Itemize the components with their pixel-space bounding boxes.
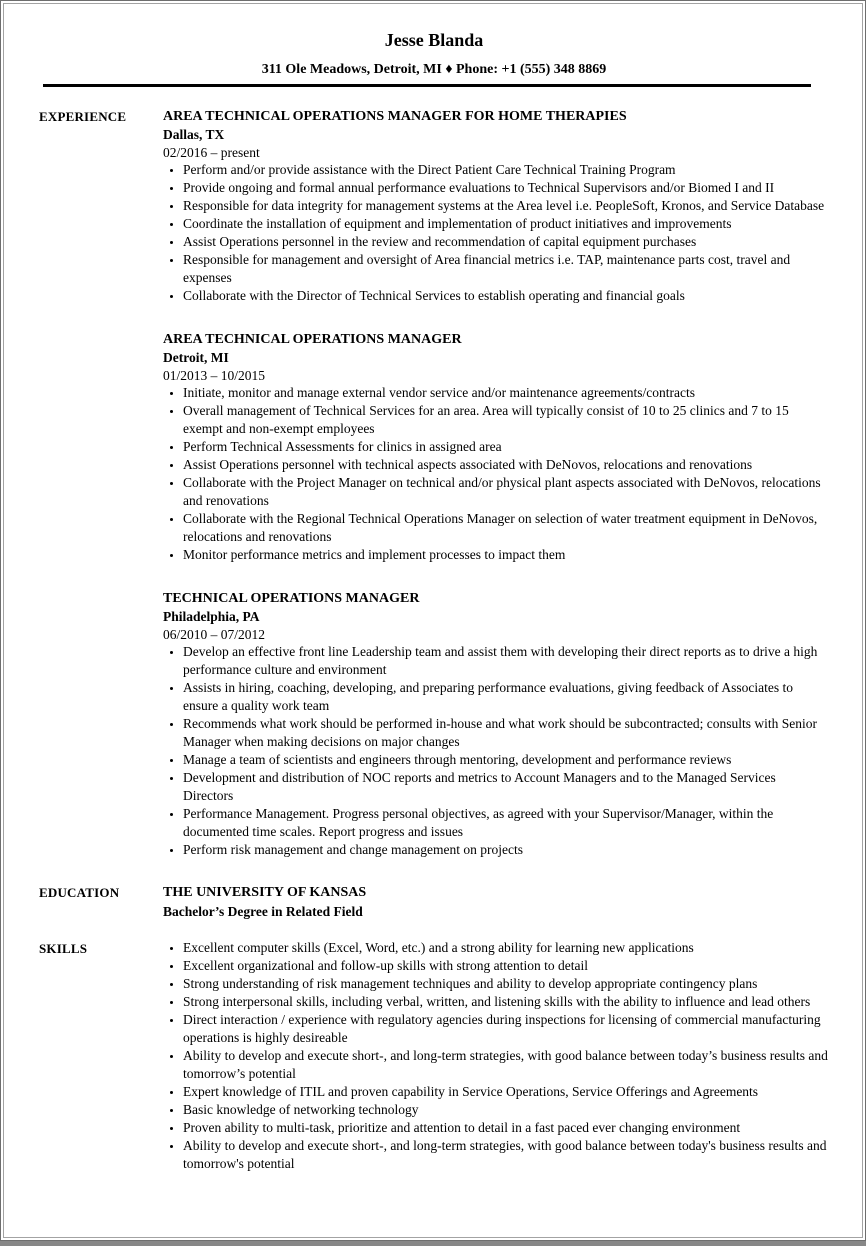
page-bottom-edge	[0, 1241, 866, 1246]
job-bullet: • Responsible for data integrity for management systems at the Area level i.e. PeopleSoft, Kronos, and Service Database	[183, 197, 829, 215]
job-bullet: • Development and distribution of NOC reports and metrics to Account Managers and to the Managed Services Directors	[183, 769, 829, 805]
job-bullet: • Collaborate with the Regional Technical Operations Manager on selection of water treatment equipment in DeNovos, relocations and renovations	[183, 510, 829, 546]
job-bullet: • Collaborate with the Project Manager on technical and/or physical plant aspects associated with DeNovos, relocations and renovations	[183, 474, 829, 510]
job-entry-1	[163, 107, 829, 305]
job-bullet-list	[163, 384, 829, 564]
job-bullet: • Perform Technical Assessments for clinics in assigned area	[183, 438, 829, 456]
job-bullet: • Performance Management. Progress personal objectives, as agreed with your Supervisor/Manager, within the documented time scales. Report progress and issues	[183, 805, 829, 841]
experience-main	[163, 107, 829, 859]
job-bullet: • Perform and/or provide assistance with the Direct Patient Care Technical Training Program	[183, 161, 829, 179]
job-location: Dallas, TX	[163, 127, 225, 142]
skill-bullet: • Excellent computer skills (Excel, Word, etc.) and a strong ability for learning new applications	[183, 939, 829, 957]
job-dates: 01/2013 – 10/2015	[163, 368, 266, 383]
education-main	[163, 883, 829, 921]
skill-bullet: • Basic knowledge of networking technology	[183, 1101, 829, 1119]
job-dates: 06/2010 – 07/2012	[163, 627, 266, 642]
skill-bullet: • Expert knowledge of ITIL and proven capability in Service Operations, Service Offerings and Agreements	[183, 1083, 829, 1101]
job-bullet: • Assist Operations personnel with technical aspects associated with DeNovos, relocations and renovations	[183, 456, 829, 474]
job-entry-3	[163, 589, 829, 859]
section-experience	[39, 107, 829, 859]
job-bullet: • Collaborate with the Director of Technical Services to establish operating and financial goals	[183, 287, 829, 305]
job-bullet: • Monitor performance metrics and implement processes to impact them	[183, 546, 829, 564]
section-label-experience: EXPERIENCE	[39, 109, 127, 124]
job-bullet: • Overall management of Technical Services for an area. Area will typically consist of 10 to 25 clinics and 7 to 15 exempt and non-exempt employees	[183, 402, 829, 438]
job-title: AREA TECHNICAL OPERATIONS MANAGER FOR HOME THERAPIES	[163, 109, 627, 124]
job-bullet: • Coordinate the installation of equipment and implementation of product initiatives and improvements	[183, 215, 829, 233]
sections-wrapper	[39, 107, 829, 1173]
job-bullet: • Assist Operations personnel in the review and recommendation of capital equipment purchases	[183, 233, 829, 251]
job-title: TECHNICAL OPERATIONS MANAGER	[163, 591, 420, 606]
job-location: Detroit, MI	[163, 350, 229, 365]
job-bullet-list	[163, 643, 829, 859]
section-label-skills: SKILLS	[39, 941, 88, 956]
section-education	[39, 883, 829, 921]
resume-content	[1, 1, 865, 1173]
job-bullet: • Provide ongoing and formal annual performance evaluations to Technical Supervisors and/or Biomed I and II	[183, 179, 829, 197]
person-name: Jesse Blanda	[384, 30, 484, 50]
section-skills	[39, 939, 829, 1173]
skill-bullet: • Strong understanding of risk management techniques and ability to develop appropriate contingency plans	[183, 975, 829, 993]
skills-main	[163, 939, 829, 1173]
section-label-education: EDUCATION	[39, 885, 120, 900]
skills-bullet-list	[163, 939, 829, 1173]
job-bullet: • Perform risk management and change management on projects	[183, 841, 829, 859]
job-bullet: • Assists in hiring, coaching, developing, and preparing performance evaluations, giving feedback of Associates to ensure a quality work team	[183, 679, 829, 715]
skill-bullet: • Ability to develop and execute short-, and long-term strategies, with good balance between today's business results and tomorrow's potential	[183, 1137, 829, 1173]
skill-bullet: • Excellent organizational and follow-up skills with strong attention to detail	[183, 957, 829, 975]
job-location: Philadelphia, PA	[163, 609, 260, 624]
job-bullet: • Develop an effective front line Leadership team and assist them with developing their direct reports as to drive a high performance culture and environment	[183, 643, 829, 679]
job-bullet: • Responsible for management and oversight of Area financial metrics i.e. TAP, maintenance parts cost, travel and expenses	[183, 251, 829, 287]
job-bullet: • Recommends what work should be performed in-house and what work should be subcontracted; consults with Senior Manager when making decisions on major changes	[183, 715, 829, 751]
job-bullet-list	[163, 161, 829, 305]
skill-bullet: • Direct interaction / experience with regulatory agencies during inspections for licensing of commercial manufacturing operations is highly desireable	[183, 1011, 829, 1047]
header-divider	[43, 84, 811, 87]
school-name: THE UNIVERSITY OF KANSAS	[163, 885, 367, 900]
job-dates: 02/2016 – present	[163, 145, 260, 160]
job-entry-2	[163, 330, 829, 564]
contact-line: 311 Ole Meadows, Detroit, MI ♦ Phone: +1 (555) 348 8869	[261, 62, 607, 77]
job-title: AREA TECHNICAL OPERATIONS MANAGER	[163, 332, 462, 347]
skill-bullet: • Proven ability to multi-task, prioritize and attention to detail in a fast paced ever changing environment	[183, 1119, 829, 1137]
degree: Bachelor’s Degree in Related Field	[163, 904, 363, 919]
skill-bullet: • Ability to develop and execute short-, and long-term strategies, with good balance between today’s business results and tomorrow’s potential	[183, 1047, 829, 1083]
job-bullet: • Initiate, monitor and manage external vendor service and/or maintenance agreements/contracts	[183, 384, 829, 402]
job-bullet: • Manage a team of scientists and engineers through mentoring, development and performance reviews	[183, 751, 829, 769]
skill-bullet: • Strong interpersonal skills, including verbal, written, and listening skills with the ability to influence and lead others	[183, 993, 829, 1011]
